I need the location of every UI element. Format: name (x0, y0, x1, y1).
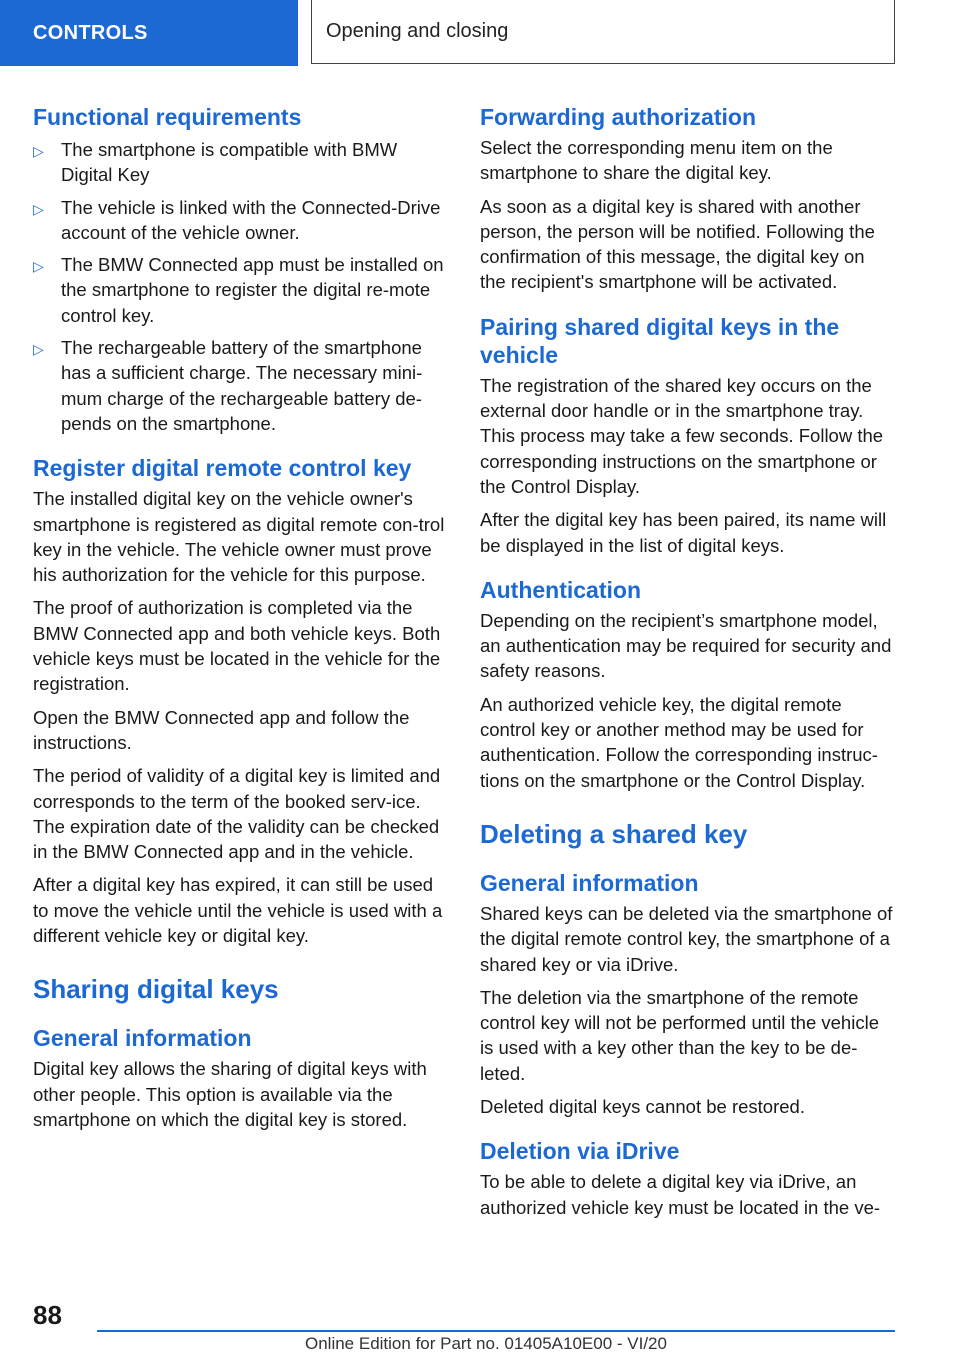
deletion-idrive-heading: Deletion via iDrive (480, 1138, 680, 1165)
list-item: ▷ The vehicle is linked with the Connected-Drive account of the vehicle owner. (33, 196, 441, 243)
paragraph: The proof of authorization is completed via the BMW Connected app and both vehicle keys. Both vehicle keys must be located in the vehicle for the registration. (33, 597, 441, 695)
left-column (33, 98, 447, 1140)
paragraph: The period of validity of a digital key is limited and corresponds to the term of the booked serv-ice. The expiration date of the validity can be checked in the BMW Connected app and in the vehicle. (33, 765, 441, 863)
delete-general-info-heading: General information (480, 869, 699, 896)
functional-requirements-heading: Functional requirements (33, 104, 302, 130)
footer-rule (97, 1330, 895, 1332)
triangle-bullet-icon: ▷ (33, 341, 44, 358)
triangle-bullet-icon: ▷ (33, 200, 44, 217)
paragraph: To be able to delete a digital key via iDrive, an authorized vehicle key must be located in the ve- (480, 1171, 881, 1218)
page-header (0, 0, 960, 66)
paragraph: The registration of the shared key occurs on the external door handle or in the smartphone tray. This process may take a few seconds. Follow the corresponding instructions on the smartphone or the Control Display. (480, 374, 884, 497)
paragraph: Open the BMW Connected app and follow the instructions. (33, 706, 410, 753)
paragraph: The installed digital key on the vehicle owner's smartphone is registered as digital remote con-trol key in the vehicle. The vehicle owner must prove his authorization for the vehicle for this purpose. (33, 488, 445, 586)
list-item: ▷ The rechargeable battery of the smartphone has a sufficient charge. The necessary mini-mum charge of the rechargeable battery de-pends on the smartphone. (33, 337, 423, 434)
page-number: 88 (33, 1300, 62, 1330)
register-key-heading: Register digital remote control key (33, 455, 412, 482)
paragraph: An authorized vehicle key, the digital remote control key or another method may be used for authentication. Follow the corresponding instruc-tions on the smartphone or the Control Display. (480, 693, 878, 791)
paragraph: As soon as a digital key is shared with another person, the person will be notified. Following the confirmation of this message, the digital key on the recipient's smartphone will be activated. (480, 195, 875, 293)
edition-footer: Online Edition for Part no. 01405A10E00 - VI/20 (305, 1334, 667, 1353)
right-column (480, 98, 894, 1228)
authentication-heading: Authentication (480, 576, 641, 603)
paragraph: Digital key allows the sharing of digital keys with other people. This option is available via the smartphone on which the digital key is stored. (33, 1058, 427, 1130)
paragraph: Deleted digital keys cannot be restored. (480, 1096, 805, 1118)
requirements-list (33, 137, 447, 436)
paragraph: The deletion via the smartphone of the remote control key will not be performed until the vehicle is used with a key other than the key to be de-leted. (480, 986, 879, 1084)
paragraph: Shared keys can be deleted via the smartphone of the digital remote control key, the smartphone of a shared key or via iDrive. (480, 902, 893, 975)
list-item: ▷ The BMW Connected app must be installed on the smartphone to register the digital re-mote control key. (33, 254, 444, 326)
triangle-bullet-icon: ▷ (33, 258, 44, 275)
paragraph: After a digital key has expired, it can still be used to move the vehicle until the vehicle is used with a different vehicle key or digital key. (33, 874, 443, 947)
pairing-keys-heading: Pairing shared digital keys in the vehicle (480, 313, 840, 368)
deleting-key-heading: Deleting a shared key (480, 818, 748, 849)
forwarding-authorization-heading: Forwarding authorization (480, 104, 756, 130)
paragraph: After the digital key has been paired, its name will be displayed in the list of digital keys. (480, 509, 887, 556)
sharing-keys-heading: Sharing digital keys (33, 974, 279, 1005)
general-info-heading: General information (33, 1025, 252, 1052)
chapter-label: Opening and closing (311, 0, 895, 64)
paragraph: Select the corresponding menu item on the smartphone to share the digital key. (480, 137, 833, 184)
list-item: ▷ The smartphone is compatible with BMW Digital Key (33, 139, 398, 186)
triangle-bullet-icon: ▷ (33, 143, 44, 159)
paragraph: Depending on the recipient’s smartphone model, an authentication may be required for security and safety reasons. (480, 609, 892, 682)
section-label: CONTROLS (0, 0, 298, 66)
